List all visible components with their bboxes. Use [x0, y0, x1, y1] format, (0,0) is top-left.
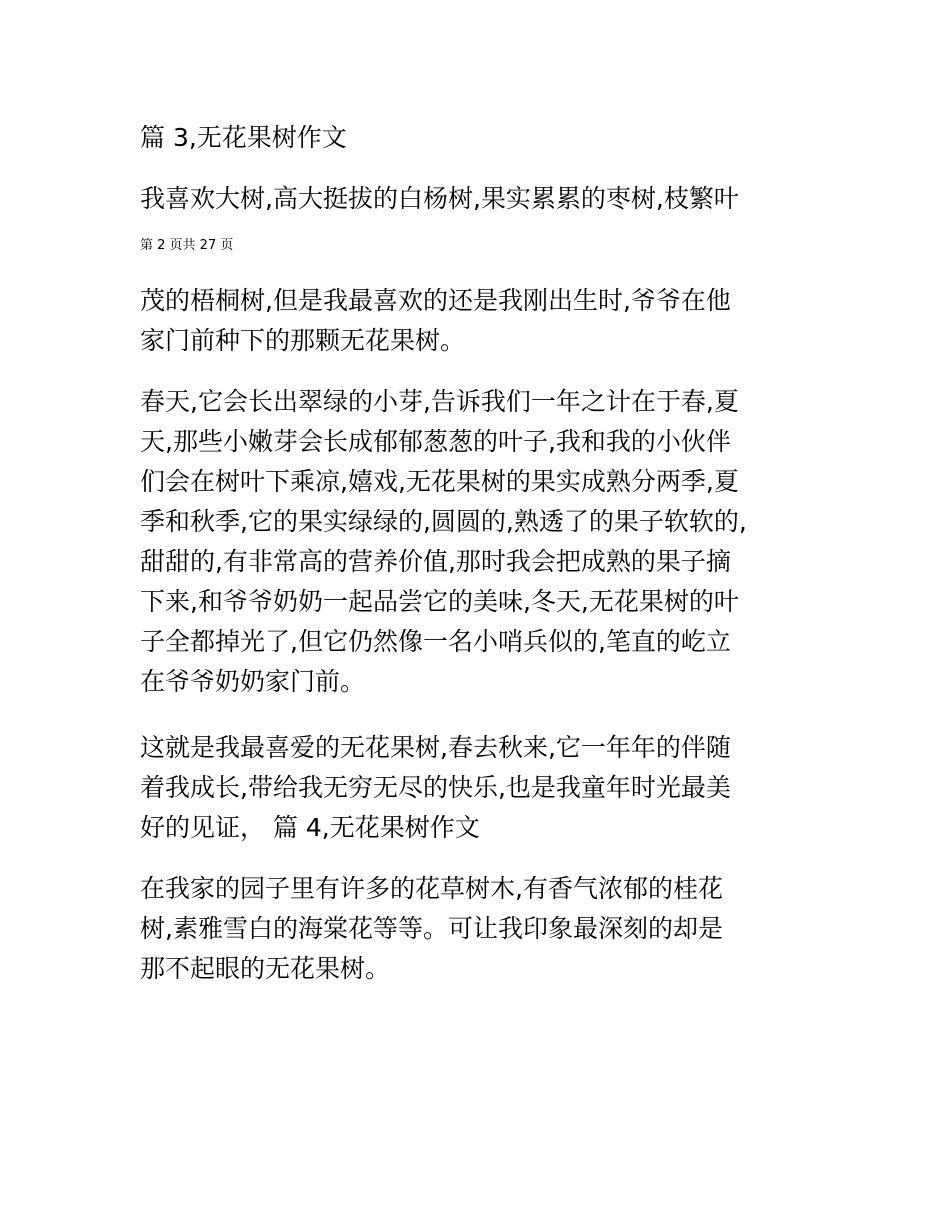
text-line-16: 树,素雅雪白的海棠花等等。可让我印象最深刻的却是	[140, 914, 723, 943]
page-number-footer: 第 2 页共 27 页	[140, 238, 234, 253]
text-line-6: 们会在树叶下乘凉,嬉戏,无花果树的果实成熟分两季,夏	[140, 467, 739, 496]
text-line-7: 季和秋季,它的果实绿绿的,圆圆的,熟透了的果子软软的,	[140, 507, 747, 536]
text-line-12: 这就是我最喜爱的无花果树,春去秋来,它一年年的伴随	[140, 733, 731, 762]
section-title: 篇 3,无花果树作文	[140, 123, 347, 152]
text-line-17: 那不起眼的无花果树。	[140, 954, 391, 983]
text-line-1: 我喜欢大树,高大挺拔的白杨树,果实累累的枣树,枝繁叶	[140, 184, 739, 213]
text-line-5: 天,那些小嫩芽会长成郁郁葱葱的叶子,我和我的小伙伴	[140, 427, 731, 456]
text-line-11: 在爷爷奶奶家门前。	[140, 667, 366, 696]
text-line-13: 着我成长,带给我无穷无尽的快乐,也是我童年时光最美	[140, 773, 731, 802]
text-line-10: 子全都掉光了,但它仍然像一名小哨兵似的,笔直的屹立	[140, 627, 731, 656]
text-line-15: 在我家的园子里有许多的花草树木,有香气浓郁的桂花	[140, 874, 723, 903]
text-line-4: 春天,它会长出翠绿的小芽,告诉我们一年之计在于春,夏	[140, 387, 739, 416]
text-line-9: 下来,和爷爷奶奶一起品尝它的美味,冬天,无花果树的叶	[140, 587, 739, 616]
text-line-3: 家门前种下的那颗无花果树。	[140, 326, 466, 355]
text-line-2: 茂的梧桐树,但是我最喜欢的还是我刚出生时,爷爷在他	[140, 286, 731, 315]
text-line-8: 甜甜的,有非常高的营养价值,那时我会把成熟的果子摘	[140, 547, 731, 576]
text-line-14: 好的见证， 篇 4,无花果树作文	[140, 813, 480, 842]
